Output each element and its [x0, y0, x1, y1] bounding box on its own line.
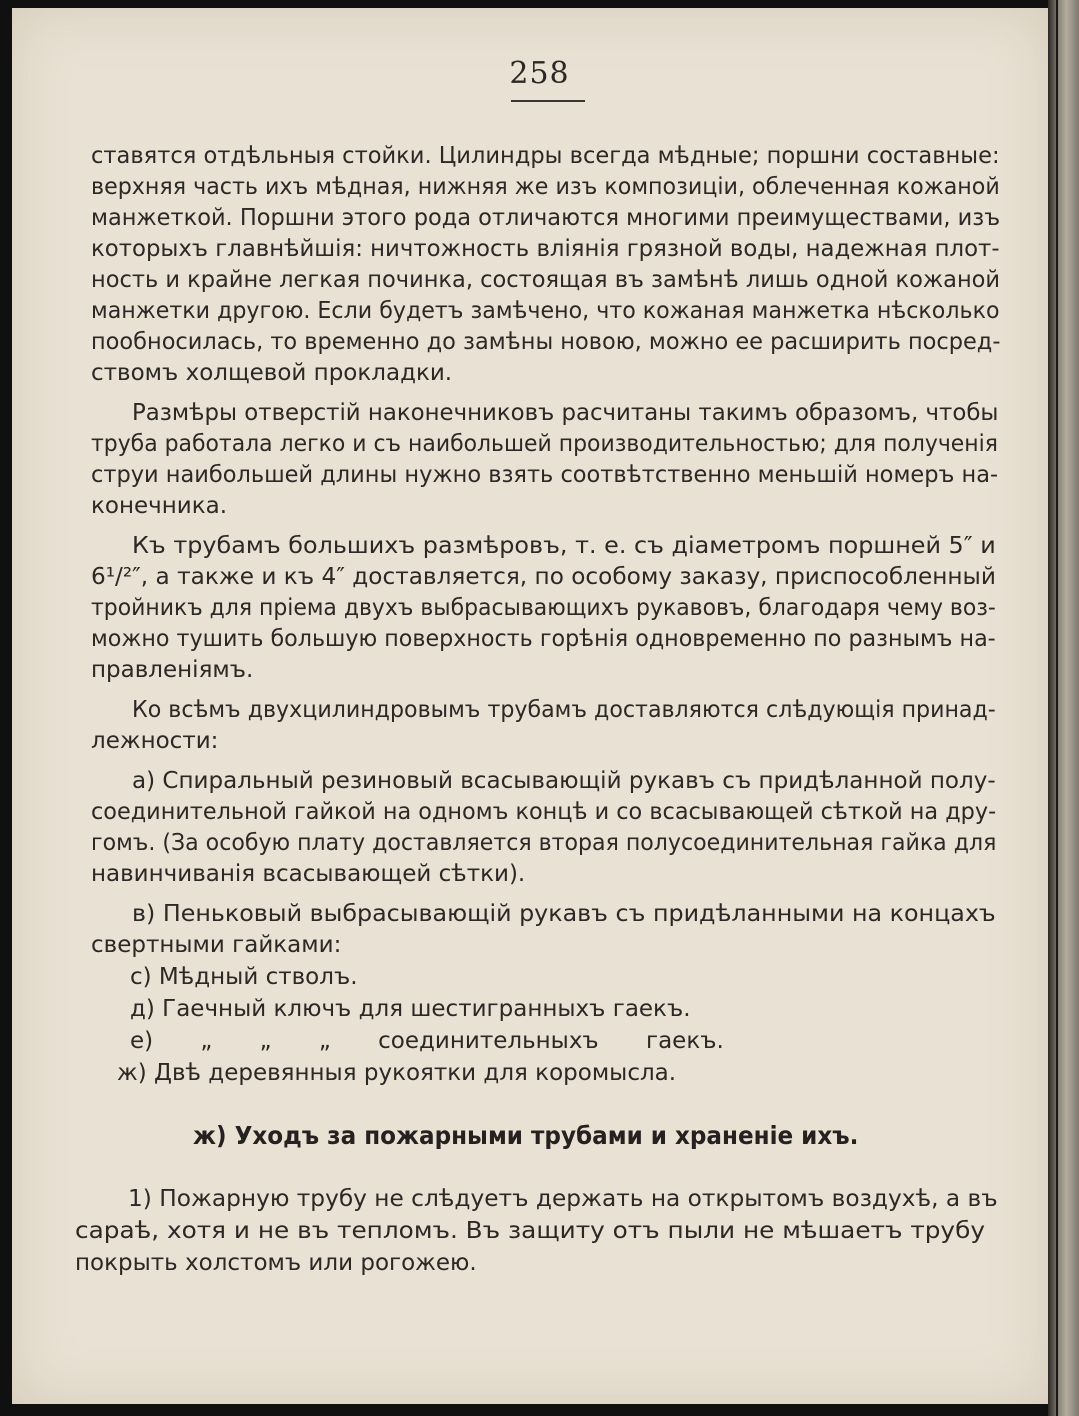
text-line: тройникъ для пріема двухъ выбрасывающихъ рукавовъ, благодаря чему воз-	[91, 595, 996, 621]
list-item-c: с) Мѣдный стволъ.	[130, 964, 358, 990]
list-item-e: е) „ „ „ соединительныхъ гаекъ.	[130, 1028, 724, 1054]
text-line: покрыть холстомъ или рогожею.	[75, 1250, 477, 1276]
text-line: лежности:	[91, 728, 219, 754]
text-line: Къ трубамъ большихъ размѣровъ, т. е. съ діаметромъ поршней 5″ и	[132, 533, 996, 559]
text-line: гомъ. (За особую плату доставляется вторая полусоединительная гайка для	[91, 830, 997, 856]
text-line: правленіямъ.	[91, 657, 254, 683]
list-item-d: д) Гаечный ключъ для шестигранныхъ гаекъ.	[130, 996, 691, 1022]
page-number: 258	[509, 56, 570, 91]
text-line: которыхъ главнѣйшія: ничтожность вліянія грязной воды, надежная плот-	[91, 236, 1000, 262]
list-item-b: в) Пеньковый выбрасывающій рукавъ съ придѣланными на концахъ	[132, 901, 996, 927]
text-line: свертными гайками:	[91, 932, 342, 958]
text-line: можно тушить большую поверхность горѣнія одновременно по разнымъ на-	[91, 626, 996, 652]
text-line: ность и крайне легкая починка, состоящая въ замѣнѣ лишь одной кожаной	[91, 267, 1001, 293]
text-line: Ко всѣмъ двухцилиндровымъ трубамъ доставляются слѣдующія принад-	[132, 697, 996, 723]
list-item-a: а) Спиральный резиновый всасывающій рукавъ съ придѣланной полу-	[132, 768, 996, 794]
book-edge-line	[1056, 0, 1058, 1416]
page-number-rule	[511, 100, 585, 102]
text-line: навинчиванія всасывающей сѣтки).	[91, 861, 526, 887]
text-line: труба работала легко и съ наибольшей производительностью; для полученія	[91, 431, 998, 457]
text-line: 6¹/²″, а также и къ 4″ доставляется, по особому заказу, приспособленный	[91, 564, 996, 590]
section-heading: ж) Уходъ за пожарными трубами и храненіе ихъ.	[193, 1121, 859, 1150]
text-line: соединительной гайкой на одномъ концѣ и со всасывающей сѣткой на дру-	[91, 799, 997, 825]
text-line: сараѣ, хотя и не въ тепломъ. Въ защиту отъ пыли не мѣшаетъ трубу	[75, 1218, 985, 1244]
text-line: верхняя часть ихъ мѣдная, нижняя же изъ композиціи, облеченная кожаной	[91, 174, 1000, 200]
list-item-zh: ж) Двѣ деревянныя рукоятки для коромысла.	[117, 1060, 677, 1086]
text-line: ставятся отдѣльныя стойки. Цилиндры всегда мѣдные; поршни составные:	[91, 143, 1000, 169]
book-edge	[1048, 0, 1079, 1416]
text-line: манжеткой. Поршни этого рода отличаются многими преимуществами, изъ	[91, 205, 1001, 231]
text-line: пообносилась, то временно до замѣны новою, можно ее расширить посред-	[91, 329, 1001, 355]
text-line: струи наибольшей длины нужно взять соотвѣтственно меньшій номеръ на-	[91, 462, 999, 488]
text-line: ствомъ холщевой прокладки.	[91, 360, 453, 386]
text-line: манжетки другою. Если будетъ замѣчено, что кожаная манжетка нѣсколько	[91, 298, 1000, 324]
text-line: конечника.	[91, 493, 228, 519]
text-line: Размѣры отверстій наконечниковъ расчитаны такимъ образомъ, чтобы	[132, 400, 999, 426]
text-line: 1) Пожарную трубу не слѣдуетъ держать на открытомъ воздухѣ, а въ	[128, 1186, 998, 1212]
